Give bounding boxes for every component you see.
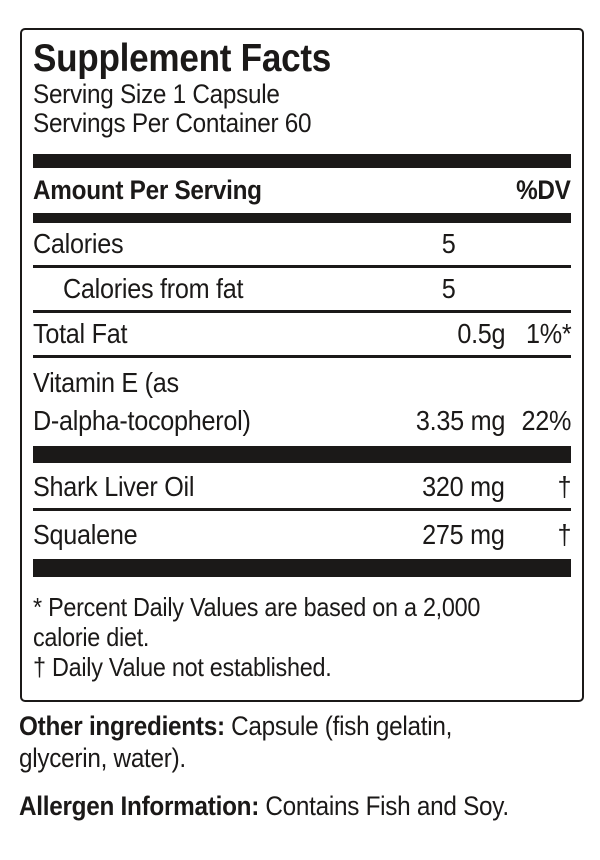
nutrient-amount-text: 3.35 mg bbox=[415, 405, 505, 436]
panel-title-text: Supplement Facts bbox=[33, 37, 331, 80]
other-ingredients bbox=[19, 710, 500, 774]
other-ingredients-label: Other ingredients: bbox=[19, 711, 225, 741]
nutrient-name bbox=[33, 520, 393, 550]
nutrient-amount-text: 5 bbox=[442, 228, 456, 259]
footnote-dv-line1 bbox=[33, 592, 571, 622]
footnote-text: * Percent Daily Values are based on a 2,000 bbox=[33, 592, 481, 622]
allergen-info-value: Contains Fish and Soy. bbox=[265, 791, 509, 821]
nutrient-dv-text: 1%* bbox=[525, 318, 571, 349]
nutrient-name-text: Squalene bbox=[33, 519, 138, 550]
nutrient-name bbox=[33, 364, 393, 440]
footnote-dv-line2 bbox=[33, 622, 571, 652]
nutrient-dv bbox=[505, 274, 571, 304]
nutrient-dv bbox=[505, 319, 571, 349]
thick-divider-bar bbox=[33, 213, 571, 223]
nutrient-name-text: Shark Liver Oil bbox=[33, 471, 195, 502]
nutrient-name bbox=[33, 229, 393, 259]
column-header-dv: %DV bbox=[516, 175, 571, 205]
nutrient-amount bbox=[393, 472, 505, 502]
servings-per-container bbox=[33, 109, 571, 138]
thick-divider-bar bbox=[33, 154, 571, 168]
nutrient-name-line1 bbox=[33, 364, 393, 402]
nutrient-name-text: D-alpha-tocopherol) bbox=[33, 405, 251, 436]
nutrient-row-shark-liver-oil bbox=[33, 463, 571, 511]
column-header-row bbox=[33, 168, 571, 213]
nutrient-amount-text: 320 mg bbox=[422, 471, 505, 502]
footnote-text: † Daily Value not established. bbox=[33, 652, 332, 682]
serving-size-text: Serving Size 1 Capsule bbox=[33, 79, 280, 109]
nutrient-name-text: Calories bbox=[33, 228, 124, 259]
servings-per-container-text: Servings Per Container 60 bbox=[33, 108, 312, 138]
nutrient-row-total-fat bbox=[33, 313, 571, 358]
supplement-facts-panel bbox=[20, 28, 584, 702]
nutrient-name bbox=[33, 472, 393, 502]
nutrient-row-calories bbox=[33, 223, 571, 268]
allergen-info-label: Allergen Information: bbox=[19, 791, 260, 821]
nutrient-amount-text: 0.5g bbox=[457, 318, 505, 349]
other-ingredients-line1 bbox=[19, 710, 500, 742]
other-ingredients-line2 bbox=[19, 742, 500, 774]
nutrient-amount bbox=[393, 274, 505, 304]
column-header-amount: Amount Per Serving bbox=[33, 175, 262, 205]
nutrient-name-line2 bbox=[33, 402, 393, 440]
allergen-info-text bbox=[19, 790, 509, 822]
footnote-dagger bbox=[33, 652, 571, 682]
nutrient-name bbox=[33, 319, 393, 349]
thick-divider-bar bbox=[33, 559, 571, 577]
other-ingredients-line2-text: glycerin, water). bbox=[19, 743, 186, 773]
nutrient-dv-text: † bbox=[557, 471, 571, 502]
nutrient-amount bbox=[393, 520, 505, 550]
nutrient-name-text: Vitamin E (as bbox=[33, 367, 179, 398]
footnotes bbox=[33, 592, 571, 682]
nutrient-amount bbox=[393, 229, 505, 259]
serving-size bbox=[33, 80, 571, 109]
panel-title bbox=[33, 38, 571, 80]
nutrient-row-vitamin-e bbox=[33, 358, 571, 446]
nutrient-name bbox=[33, 274, 393, 304]
allergen-info bbox=[19, 790, 563, 822]
nutrient-amount bbox=[393, 402, 505, 440]
nutrient-row-squalene bbox=[33, 511, 571, 559]
nutrient-name-text: Calories from fat bbox=[63, 273, 244, 304]
nutrient-name-text: Total Fat bbox=[33, 318, 128, 349]
nutrient-dv-text: 22% bbox=[521, 405, 571, 436]
other-ingredients-line1-text bbox=[19, 710, 452, 742]
nutrient-dv-text: † bbox=[557, 519, 571, 550]
nutrient-amount bbox=[393, 319, 505, 349]
thick-divider-bar bbox=[33, 446, 571, 463]
nutrient-dv bbox=[505, 520, 571, 550]
nutrient-dv bbox=[505, 229, 571, 259]
footnote-text: calorie diet. bbox=[33, 622, 150, 652]
nutrient-dv bbox=[505, 472, 571, 502]
nutrient-dv bbox=[505, 402, 571, 440]
other-ingredients-value: Capsule (fish gelatin, bbox=[231, 711, 453, 741]
nutrient-amount-text: 5 bbox=[442, 273, 456, 304]
nutrient-row-calories-from-fat bbox=[33, 268, 571, 313]
nutrient-amount-text: 275 mg bbox=[422, 519, 505, 550]
